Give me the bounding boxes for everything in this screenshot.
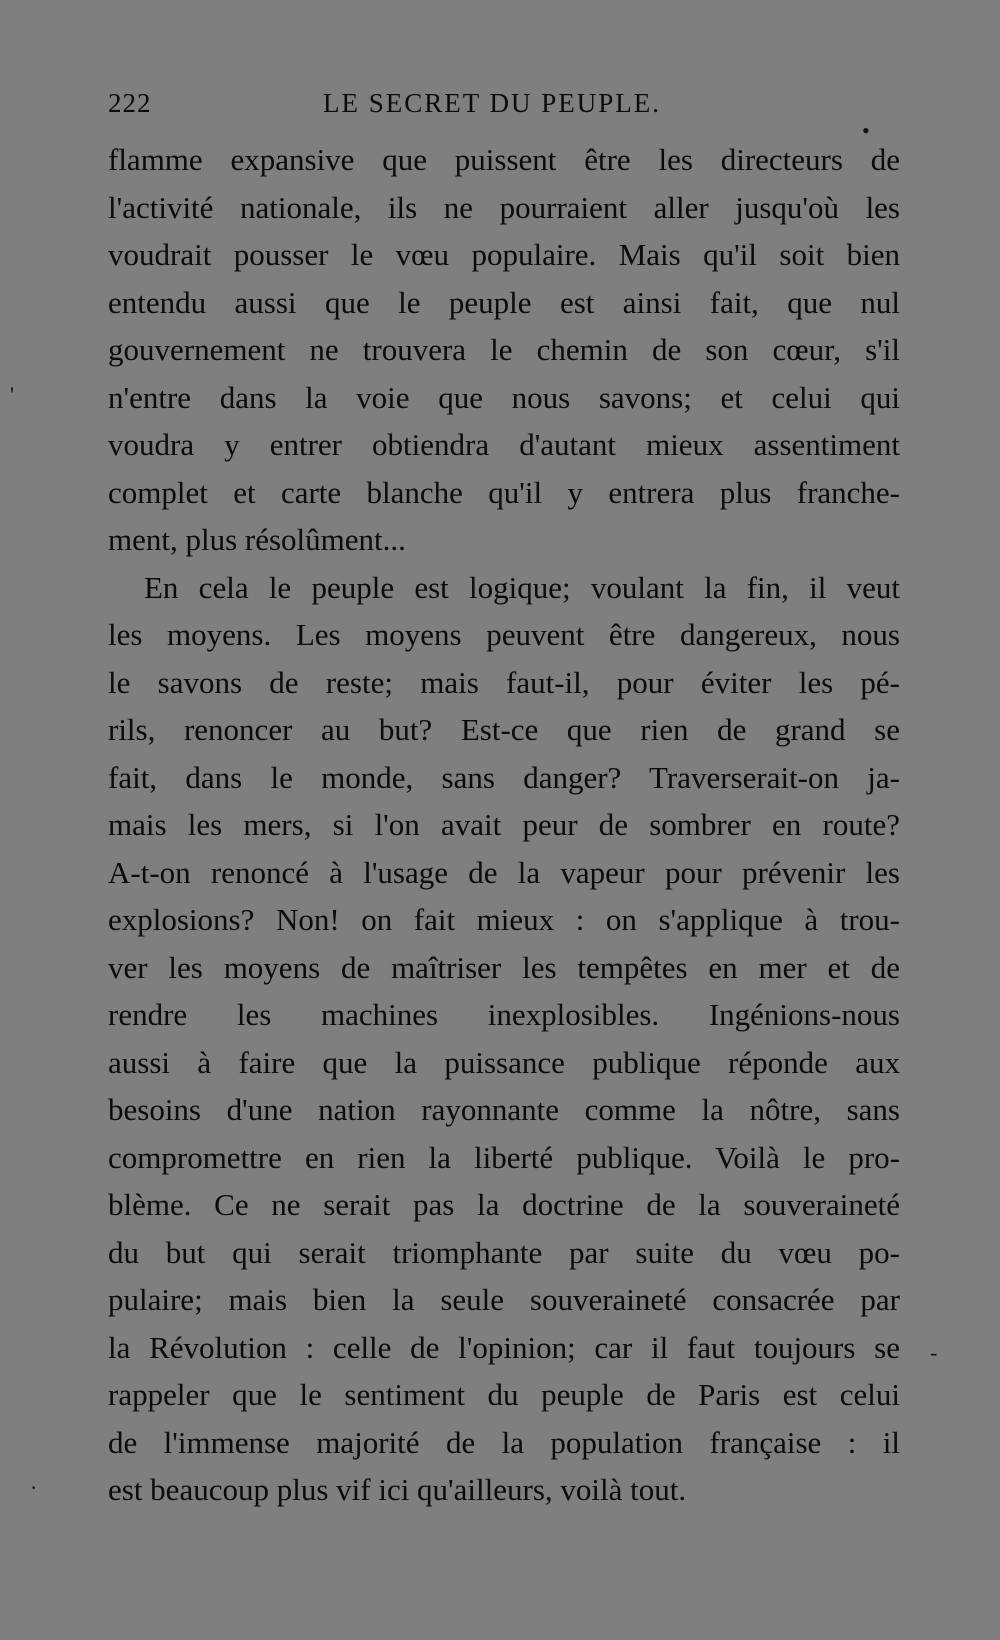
text-line: rils, renoncer au but? Est-ce que rien de grand se xyxy=(108,712,900,747)
text-line: de l'immense majorité de la population française : il xyxy=(108,1424,900,1460)
text-line: besoins d'une nation rayonnante comme la nôtre, sans xyxy=(108,1092,900,1127)
text-line: rappeler que le sentiment du peuple de Paris est celui xyxy=(108,1377,900,1412)
scan-speck: - xyxy=(930,1340,938,1365)
body-text xyxy=(108,136,900,1514)
running-title: LE SECRET DU PEUPLE. xyxy=(323,88,662,118)
text-line: En cela le peuple est logique; voulant la fin, il veut xyxy=(144,569,900,605)
text-line: fait, dans le monde, sans danger? Traverserait-on ja- xyxy=(108,759,900,795)
text-line: l'activité nationale, ils ne pourraient aller jusqu'où les xyxy=(108,189,900,225)
text-line: voudra y entrer obtiendra d'autant mieux assentiment xyxy=(108,427,900,462)
running-head xyxy=(108,88,908,124)
scan-speck: • xyxy=(862,118,870,143)
text-line: mais les mers, si l'on avait peur de sombrer en route? xyxy=(108,807,900,842)
scan-speck: · xyxy=(30,1475,38,1500)
text-line: le savons de reste; mais faut-il, pour éviter les pé- xyxy=(108,664,900,700)
text-line: rendre les machines inexplosibles. Ingénions-nous xyxy=(108,997,900,1032)
text-line: la Révolution : celle de l'opinion; car il faut toujours se xyxy=(108,1329,900,1365)
text-line: explosions? Non! on fait mieux : on s'applique à trou- xyxy=(108,902,900,937)
text-line: ment, plus résolûment... xyxy=(108,522,406,557)
text-line: gouvernement ne trouvera le chemin de son cœur, s'il xyxy=(108,332,900,367)
text-line: ver les moyens de maîtriser les tempêtes en mer et de xyxy=(108,949,900,985)
text-line: entendu aussi que le peuple est ainsi fait, que nul xyxy=(108,284,900,320)
text-line: voudrait pousser le vœu populaire. Mais qu'il soit bien xyxy=(108,237,900,272)
text-line: A-t-on renoncé à l'usage de la vapeur pour prévenir les xyxy=(108,854,900,890)
text-line: flamme expansive que puissent être les directeurs de xyxy=(108,142,900,177)
text-line: est beaucoup plus vif ici qu'ailleurs, voilà tout. xyxy=(108,1472,687,1507)
text-line: du but qui serait triomphante par suite du vœu po- xyxy=(108,1234,900,1270)
text-line: aussi à faire que la puissance publique réponde aux xyxy=(108,1044,900,1080)
page-number: 222 xyxy=(108,88,152,118)
text-line: blème. Ce ne serait pas la doctrine de la souveraineté xyxy=(108,1187,900,1222)
text-line: compromettre en rien la liberté publique. Voilà le pro- xyxy=(108,1139,900,1175)
text-line: pulaire; mais bien la seule souveraineté consacrée par xyxy=(108,1282,900,1317)
text-line: complet et carte blanche qu'il y entrera plus franche- xyxy=(108,474,900,510)
text-line: les moyens. Les moyens peuvent être dangereux, nous xyxy=(108,617,900,652)
scan-speck: ' xyxy=(10,382,14,407)
text-line: n'entre dans la voie que nous savons; et celui qui xyxy=(108,379,900,415)
